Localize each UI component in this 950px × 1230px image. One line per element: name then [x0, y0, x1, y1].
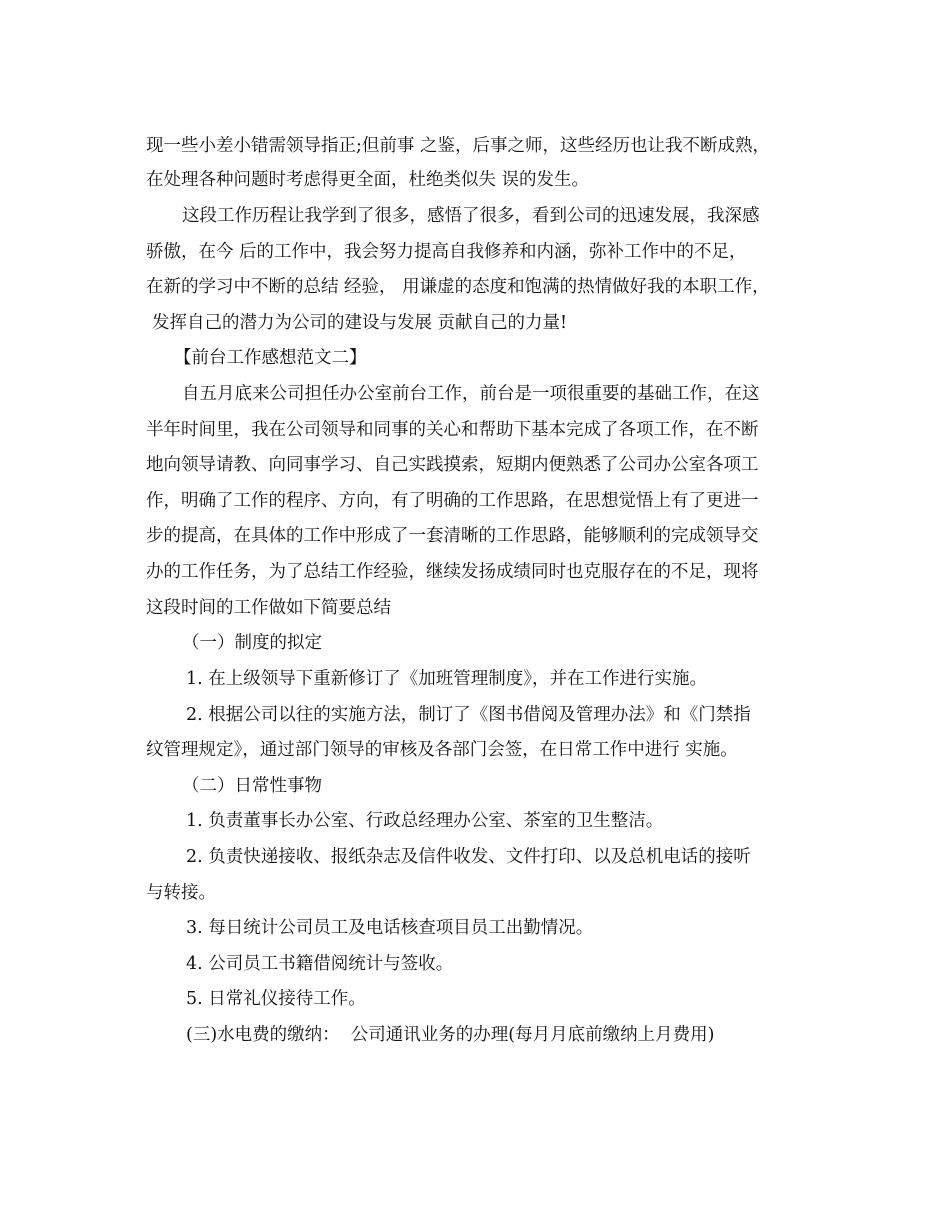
text-line: 发挥自己的潜力为公司的建设与发展 贡献自己的力量!: [152, 313, 568, 333]
subsection-heading: （二）日常性事物: [182, 776, 322, 796]
list-item: 3. 每日统计公司员工及电话核查项目员工出勤情况。: [186, 918, 594, 938]
list-item: 5. 日常礼仪接待工作。: [186, 989, 366, 1009]
text-line: 作，明确了工作的程序、方向，有了明确的工作思路，在思想觉悟上有了更进一: [146, 491, 759, 511]
text-line: 半年时间里，我在公司领导和同事的关心和帮助下基本完成了各项工作，在不断: [146, 420, 759, 440]
list-item: 4. 公司员工书籍借阅统计与签收。: [186, 954, 454, 974]
text-line: 自五月底来公司担任办公室前台工作，前台是一项很重要的基础工作，在这: [182, 384, 760, 404]
section-heading: 【前台工作感想范文二】: [174, 348, 367, 368]
text-line: 这段工作历程让我学到了很多，感悟了很多，看到公司的迅速发展，我深感: [182, 206, 760, 226]
list-item: 2. 根据公司以往的实施方法，制订了《图书借阅及管理办法》和《门禁指: [186, 705, 751, 725]
text-line: 与转接。: [146, 883, 216, 903]
text-line: 现一些小差小错需领导指正;但前事 之鉴，后事之师，这些经历也让我不断成熟，: [146, 136, 770, 156]
list-item: 2. 负责快递接收、报纸杂志及信件收发、文件打印、以及总机电话的接听: [186, 847, 751, 867]
list-item: 1. 负责董事长办公室、行政总经理办公室、茶室的卫生整洁。: [186, 811, 664, 831]
text-line: 纹管理规定》，通过部门领导的审核及各部门会签，在日常工作中进行 实施。: [146, 740, 738, 760]
text-line: 地向领导请教、向同事学习、自己实践摸索，短期内便熟悉了公司办公室各项工: [146, 455, 759, 475]
list-item: 1. 在上级领导下重新修订了《加班管理制度》，并在工作进行实施。: [186, 669, 708, 689]
subsection-heading: (三)水电费的缴纳： 公司通讯业务的办理(每月月底前缴纳上月费用): [186, 1025, 715, 1045]
text-line: 在新的学习中不断的总结 经验， 用谦虚的态度和饱满的热情做好我的本职工作，: [146, 277, 770, 297]
text-line: 在处理各种问题时考虑得更全面，杜绝类似失 误的发生。: [146, 170, 590, 190]
text-line: 办的工作任务，为了总结工作经验，继续发扬成绩同时也克服存在的不足，现将: [146, 562, 759, 582]
text-line: 这段时间的工作做如下简要总结: [146, 598, 391, 618]
text-line: 步的提高，在具体的工作中形成了一套清晰的工作思路，能够顺利的完成领导交: [146, 526, 759, 546]
subsection-heading: （一）制度的拟定: [182, 633, 322, 653]
text-line: 骄傲，在今 后的工作中，我会努力提高自我修养和内涵，弥补工作中的不足，: [146, 242, 747, 262]
